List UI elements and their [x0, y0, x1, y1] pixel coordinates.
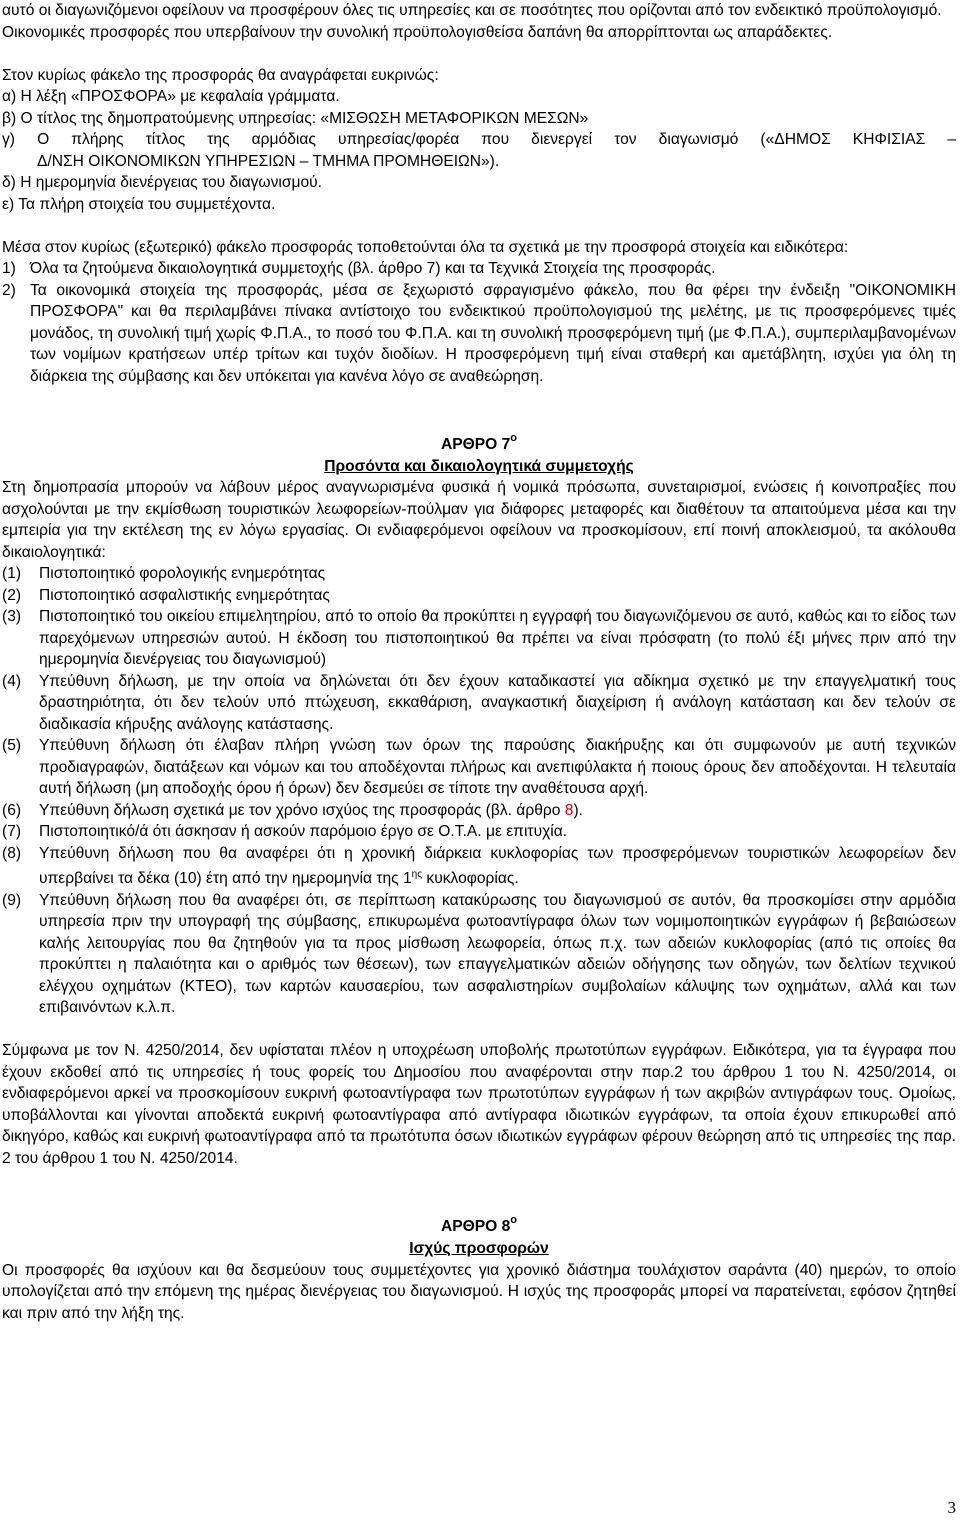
article8-subtitle: Ισχύς προσφορών: [409, 1240, 549, 1258]
article7-item: [2, 800, 956, 822]
article8-title-sup: ο: [510, 1214, 518, 1227]
item8-end: κυκλοφορίας.: [422, 870, 519, 888]
article8-text: Οι προσφορές θα ισχύουν και θα δεσμεύουν τους συμμετέχοντες για χρονικό διάστημα τουλάχιστον σαράντα (40) ημερών, το οποίο υπολογίζεται από την επόμενη της ημέρας διενέργειας του διαγωνισμού. Η ισχύς της προσφοράς μπορεί να παρατείνεται, εφόσον ζητηθεί και πριν από την λήξη της.: [2, 1261, 956, 1322]
article7-item-marker: (7): [2, 823, 22, 841]
article7-item: [2, 735, 956, 800]
article7-item-marker: (9): [2, 891, 22, 909]
envelope-item-d: δ) Η ημερομηνία διενέργειας του διαγωνισμού.: [2, 174, 323, 191]
inner-item-marker: 2): [2, 281, 16, 299]
envelope-item-a: α) Η λέξη «ΠΡΟΣΦΟΡΑ» με κεφαλαία γράμματα.: [2, 88, 340, 105]
article7-item: [2, 671, 956, 736]
inner-item: [2, 280, 956, 388]
envelope-intro: Στον κυρίως φάκελο της προσφοράς θα αναγράφεται ευκρινώς:: [2, 66, 439, 84]
article7-item: [2, 585, 956, 607]
envelope-item-c-line1: γ) Ο πλήρης τίτλος της αρμόδιας υπηρεσίας/φορέα που διενεργεί τον διαγωνισμό («ΔΗΜΟΣ ΚΗΦΙΣΙΑΣ –: [2, 131, 956, 148]
article7-item-marker: (3): [2, 608, 22, 626]
article7-item-text: Πιστοποιητικό/ά ότι άσκησαν ή ασκούν παρόμοιο έργο σε Ο.Τ.Α. με επιτυχία.: [39, 823, 568, 841]
inner-item: [2, 258, 956, 280]
law-4250-paragraph: Σύμφωνα με τον Ν. 4250/2014, δεν υφίσταται πλέον η υποχρέωση υποβολής πρωτοτύπων εγγράφων. Ειδικότερα, για τα έγγραφα που έχουν εκδοθεί από τις υπηρεσίες ή τους φορείς του Δημοσίου που αναφέρονται στην παρ.2 του άρθρου 1 του Ν. 4250/2014, οι ενδιαφερόμενοι αρκεί να προσκομίσουν ευκρινή φωτοαντίγραφα των πρωτοτύπων εγγράφων ή των ακριβών αντιγράφων τους. Ομοίως, υποβάλλονται και γίνονται αποδεκτά ευκρινή φωτοαντίγραφα από αντίγραφα ιδιωτικών εγγράφων, τα οποία έχουν επικυρωθεί από δικηγόρο, καθώς και ευκρινή φωτοαντίγραφα από τα πρωτότυπα όσων ιδιωτικών εγγράφων φέρουν θεώρηση από τις υπηρεσίες της παρ. 2 του άρθρου 1 του Ν. 4250/2014.: [2, 1042, 956, 1167]
item8-sup: ης: [411, 869, 423, 881]
page-number: 3: [947, 1498, 956, 1517]
article7-title-text: ΑΡΘΡΟ 7: [440, 436, 511, 454]
article7-item-marker: (6): [2, 801, 22, 819]
article7-item-marker: (8): [2, 844, 22, 862]
article7-item-text: [39, 800, 956, 822]
article7-intro: Στη δημοπρασία μπορούν να λάβουν μέρος αναγνωρισμένα φυσικά ή νομικά πρόσωπα, συνεταιρισμοί, ενώσεις ή κοινοπραξίες που ασχολούνται με την εκμίσθωση τουριστικών λεωφορείων-πούλμαν για διάφορες μεταφορές και διαθέτουν τα απαιτούμενα μέσα και την εμπειρία για την εκτέλεση της εν λόγω εργασίας. Οι ενδιαφερόμενοι οφείλουν να προσκομίσουν, επί ποινή αποκλεισμού, τα ακόλουθα δικαιολογητικά:: [2, 479, 956, 561]
spacer: [2, 1019, 956, 1041]
inner-item-text: Όλα τα ζητούμενα δικαιολογητικά συμμετοχής (βλ. άρθρο 7) και τα Τεχνικά Στοιχεία της προσφοράς.: [30, 260, 716, 277]
envelope-item-c-line2: Δ/ΝΣΗ ΟΙΚΟΝΟΜΙΚΩΝ ΥΠΗΡΕΣΙΩΝ – ΤΜΗΜΑ ΠΡΟΜΗΘΕΙΩΝ»).: [37, 152, 500, 170]
article7-item: [2, 821, 956, 843]
spacer: [2, 215, 956, 237]
article7-item: [2, 606, 956, 671]
spacer: [2, 1169, 956, 1212]
article7-title: [2, 430, 956, 456]
article7-item: [2, 563, 956, 585]
article8-title-text: ΑΡΘΡΟ 8: [440, 1218, 511, 1236]
spacer: [2, 43, 956, 65]
article7-item-text: Υπεύθυνη δήλωση που θα αναφέρει ότι, σε περίπτωση κατακύρωσης του διαγωνισμού σε αυτόν, θα προσκομίσει στην αρμόδια υπηρεσία πριν την υπογραφή της σύμβασης, επικυρωμένα φωτοαντίγραφα όλων των νομιμοποιητικών εγγράφων ή βεβαιώσεων καλής λειτουργίας που θα ζητηθούν για τα προς μίσθωση λεωφορεία, όπως π.χ. των αδειών κυκλοφορίας (από τις οποίες θα προκύπτει η παλαιότητα και ο αριθμός των θέσεων), των επαγγελματικών αδειών οδήγησης των οδηγών, των δελτίων τεχνικού ελέγχου οχημάτων (ΚΤΕΟ), των καρτών καυσαερίου, των ασφαλιστηρίων συμβολαίων κάλυψης των οχημάτων, αλλά και των επιβαινόντων κ.λ.π.: [39, 891, 956, 1017]
article7-item-text: Υπεύθυνη δήλωση ότι έλαβαν πλήρη γνώση των όρων της παρούσης διακήρυξης και ότι συμφωνούν με αυτή τεχνικών προδιαγραφών, διατάξεων και νόμων και του αποδέχονται πλήρως και ανεπιφύλακτα ή ποιους όρους δεν αποδέχονται. Η τελευταία αυτή δήλωση (μη αποδοχής όρου ή όρων) δεν δεσμεύει σε τίποτε την αναθέτουσα αρχή.: [39, 737, 956, 798]
article7-item-text: Πιστοποιητικό φορολογικής ενημερότητας: [39, 565, 326, 583]
article8-title: [2, 1212, 956, 1238]
article-reference: 8: [564, 801, 574, 819]
article7-item-text: Υπεύθυνη δήλωση, με την οποία να δηλώνεται ότι δεν έχουν καταδικαστεί για αδίκημα σχετικό με την επαγγελματική τους δραστηριότητα, ότι δεν τελούν υπό πτώχευση, εκκαθάριση, αναγκαστική διαχείριση ή ανάλογη κατάσταση και δεν τελούν σε διαδικασία κήρυξης ανάλογης κατάστασης.: [39, 672, 956, 733]
article7-item-text: Πιστοποιητικό ασφαλιστικής ενημερότητας: [39, 586, 330, 604]
article7-item: [2, 843, 956, 890]
article7-item: [2, 890, 956, 1019]
envelope-item-b: β) Ο τίτλος της δημοπρατούμενης υπηρεσίας: «ΜΙΣΘΩΣΗ ΜΕΤΑΦΟΡΙΚΩΝ ΜΕΣΩΝ»: [2, 109, 589, 127]
inner-item-marker: 1): [2, 260, 16, 277]
paragraph-offers-rejected: Οικονομικές προσφορές που υπερβαίνουν την συνολική προϋπολογισθείσα δαπάνη θα απορρίπτονται ως απαράδεκτες.: [2, 23, 833, 41]
article7-item-text: Πιστοποιητικό του οικείου επιμελητηρίου, από το οποίο θα προκύπτει η εγγραφή του διαγωνιζόμενου σε αυτό, καθώς και το είδος των παρεχόμενων υπηρεσιών αυτού. Η έκδοση του πιστοποιητικού θα πρέπει να είναι πρόσφατη (το πολύ έξι μήνες πριν από την ημερομηνία διενέργειας του διαγωνισμού): [39, 608, 956, 669]
item6-end: ).: [573, 801, 583, 819]
inner-envelope-intro: Μέσα στον κυρίως (εξωτερικό) φάκελο προσφοράς τοποθετούνται όλα τα σχετικά με την προσφορά στοιχεία και ειδικότερα:: [2, 238, 849, 256]
envelope-item-e: ε) Τα πλήρη στοιχεία του συμμετέχοντα.: [2, 195, 276, 213]
paragraph-budget-services: αυτό οι διαγωνιζόμενοι οφείλουν να προσφέρουν όλες τις υπηρεσίες και σε ποσότητες που ορίζονται από τον ενδεικτικό προϋπολογισμό.: [2, 2, 942, 19]
article7-item-marker: (4): [2, 672, 22, 690]
article7-title-sup: ο: [510, 432, 518, 444]
document-body: [2, 0, 956, 1324]
item6-text: Υπεύθυνη δήλωση σχετικά με τον χρόνο ισχύος της προσφοράς (βλ. άρθρο: [39, 801, 565, 819]
spacer: [2, 387, 956, 430]
inner-item-text: Τα οικονομικά στοιχεία της προσφοράς, μέσα σε ξεχωριστό σφραγισμένο φάκελο, που θα φέρει την ένδειξη "ΟΙΚΟΝΟΜΙΚΗ ΠΡΟΣΦΟΡΑ" και θα περιλαμβάνει πίνακα αντίστοιχο του ενδεικτικού προϋπολογισμού της μελέτης, με τις προσφερόμενες τιμές μονάδος, τη συνολική τιμή χωρίς Φ.Π.Α., το ποσό του Φ.Π.Α. και τη συνολική προσφερόμενη τιμή (με Φ.Π.Α.), συμπεριλαμβανομένων των νομίμων κρατήσεων υπέρ τρίτων και τυχόν διοδίων. Η προσφερόμενη τιμή είναι σταθερή και αμετάβλητη, ισχύει για όλη τη διάρκεια της σύμβασης και δεν υπόκειται για κανένα λόγο σε αναθεώρηση.: [30, 281, 956, 385]
article7-subtitle: Προσόντα και δικαιολογητικά συμμετοχής: [324, 457, 634, 475]
article7-item-text: [39, 843, 956, 890]
article7-item-marker: (5): [2, 737, 22, 755]
article7-item-marker: (1): [2, 565, 22, 583]
item8-text: Υπεύθυνη δήλωση που θα αναφέρει ότι η χρονική διάρκεια κυκλοφορίας των προσφερόμενων τουριστικών λεωφορείων δεν υπερβαίνει τα δέκα (10) έτη από την ημερομηνία της 1: [39, 844, 956, 888]
article7-item-marker: (2): [2, 586, 22, 604]
